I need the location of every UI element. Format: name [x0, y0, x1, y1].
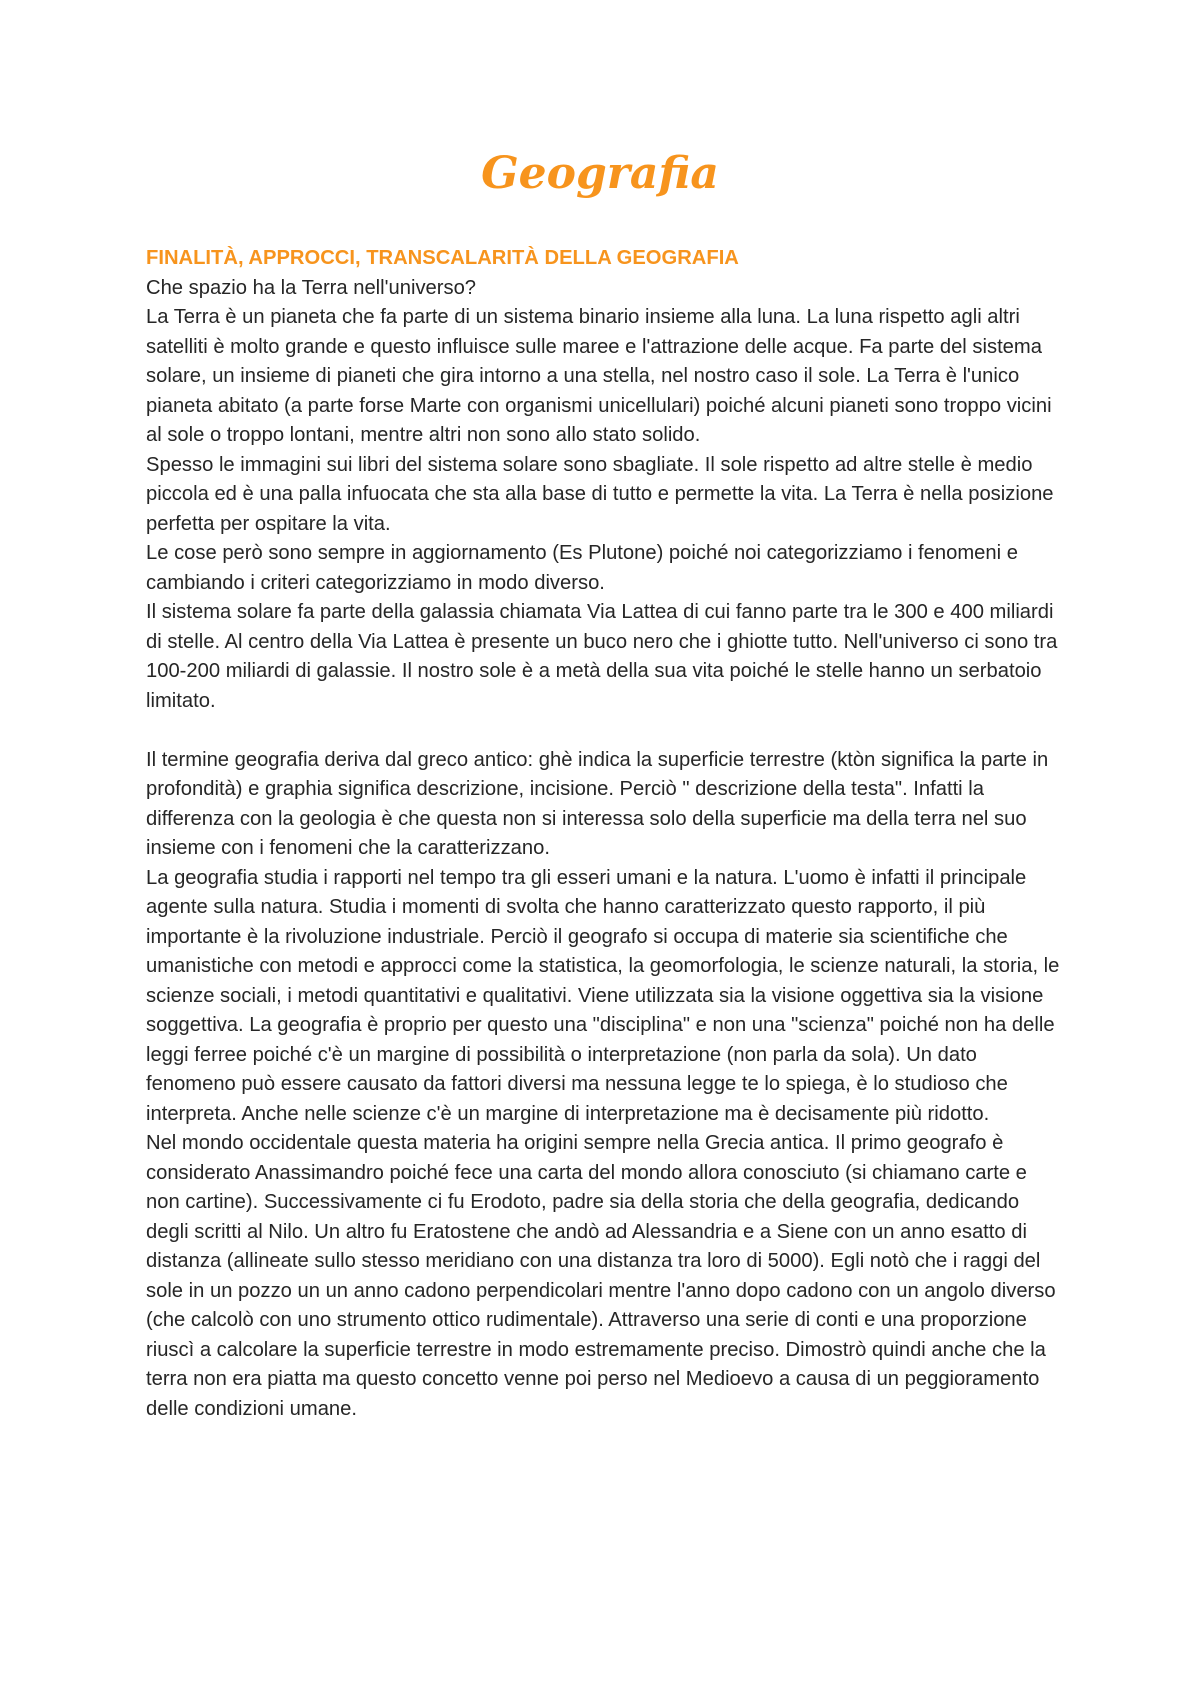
section-heading: FINALITÀ, APPROCCI, TRANSCALARITÀ DELLA GEOGRAFIA [146, 247, 739, 269]
paragraph: Le cose però sono sempre in aggiornamento (Es Plutone) poiché noi categorizziamo i fenomeni e cambiando i criteri categorizziamo in modo diverso. [146, 542, 1018, 594]
paragraph: Che spazio ha la Terra nell'universo? [146, 276, 477, 299]
paragraph-spacer [146, 716, 1066, 746]
paragraph: La geografia studia i rapporti nel tempo tra gli esseri umani e la natura. L'uomo è infatti il principale agente sulla natura. Studia i momenti di svolta che hanno caratterizzato questo rapporto, il più importante è la rivoluzione industriale. Perciò il geografo si occupa di materie sia scientifiche che umanistiche con metodi e approcci come la statistica, la geomorfologia, le scienze naturali, la storia, le scienze sociali, i metodi quantitativi e qualitativi. Viene utilizzata sia la visione oggettiva sia la visione soggettiva. La geografia è proprio per questo una "disciplina" e non una "scienza" poiché non ha delle leggi ferree poiché c'è un margine di possibilità o interpretazione (non parla da sola). Un dato fenomeno può essere causato da fattori diversi ma nessuna legge te lo spiega, è lo studioso che interpreta. Anche nelle scienze c'è un margine di interpretazione ma è decisamente più ridotto. [146, 866, 1060, 1125]
paragraph: Il sistema solare fa parte della galassia chiamata Via Lattea di cui fanno parte tra le 300 e 400 miliardi di stelle. Al centro della Via Lattea è presente un buco nero che i ghiotte tutto. Nell'universo ci sono tra 100-200 miliardi di galassie. Il nostro sole è a metà della sua vita poiché le stelle hanno un serbatoio limitato. [146, 601, 1058, 712]
paragraph: Spesso le immagini sui libri del sistema solare sono sbagliate. Il sole rispetto ad altre stelle è medio piccola ed è una palla infuocata che sta alla base di tutto e permette la vita. La Terra è nella posizione perfetta per ospitare la vita. [146, 453, 1054, 535]
paragraph: Nel mondo occidentale questa materia ha origini sempre nella Grecia antica. Il primo geografo è considerato Anassimandro poiché fece una carta del mondo allora conosciuto (si chiamano carte e non cartine). Successivamente ci fu Erodoto, padre sia della storia che della geografia, dedicando degli scritti al Nilo. Un altro fu Eratostene che andò ad Alessandria e a Siene con un anno esatto di distanza (allineate sullo stesso meridiano con una distanza tra loro di 5000). Egli notò che i raggi del sole in un pozzo un un anno cadono perpendicolari mentre l'anno dopo cadono con un angolo diverso (che calcolò con uno strumento ottico rudimentale). Attraverso una serie di conti e una proporzione riuscì a calcolare la superficie terrestre in modo estremamente preciso. Dimostrò quindi anche che la terra non era piatta ma questo concetto venne poi perso nel Medioevo a causa di un peggioramento delle condizioni umane. [146, 1132, 1056, 1420]
paragraph: La Terra è un pianeta che fa parte di un sistema binario insieme alla luna. La luna rispetto agli altri satelliti è molto grande e questo influisce sulle maree e l'attrazione delle acque. Fa parte del sistema solare, un insieme di pianeti che gira intorno a una stella, nel nostro caso il sole. La Terra è l'unico pianeta abitato (a parte forse Marte con organismi unicellulari) poiché alcuni pianeti sono troppo vicini al sole o troppo lontani, mentre altri non sono allo stato solido. [146, 306, 1052, 446]
document-title: Geografia [481, 148, 719, 199]
document-body [146, 244, 1066, 1424]
paragraph: Il termine geografia deriva dal greco antico: ghè indica la superficie terrestre (ktòn significa la parte in profondità) e graphia significa descrizione, incisione. Perciò " descrizione della testa". Infatti la differenza con la geologia è che questa non si interessa solo della superficie ma della terra nel suo insieme con i fenomeni che la caratterizzano. [146, 748, 1049, 859]
